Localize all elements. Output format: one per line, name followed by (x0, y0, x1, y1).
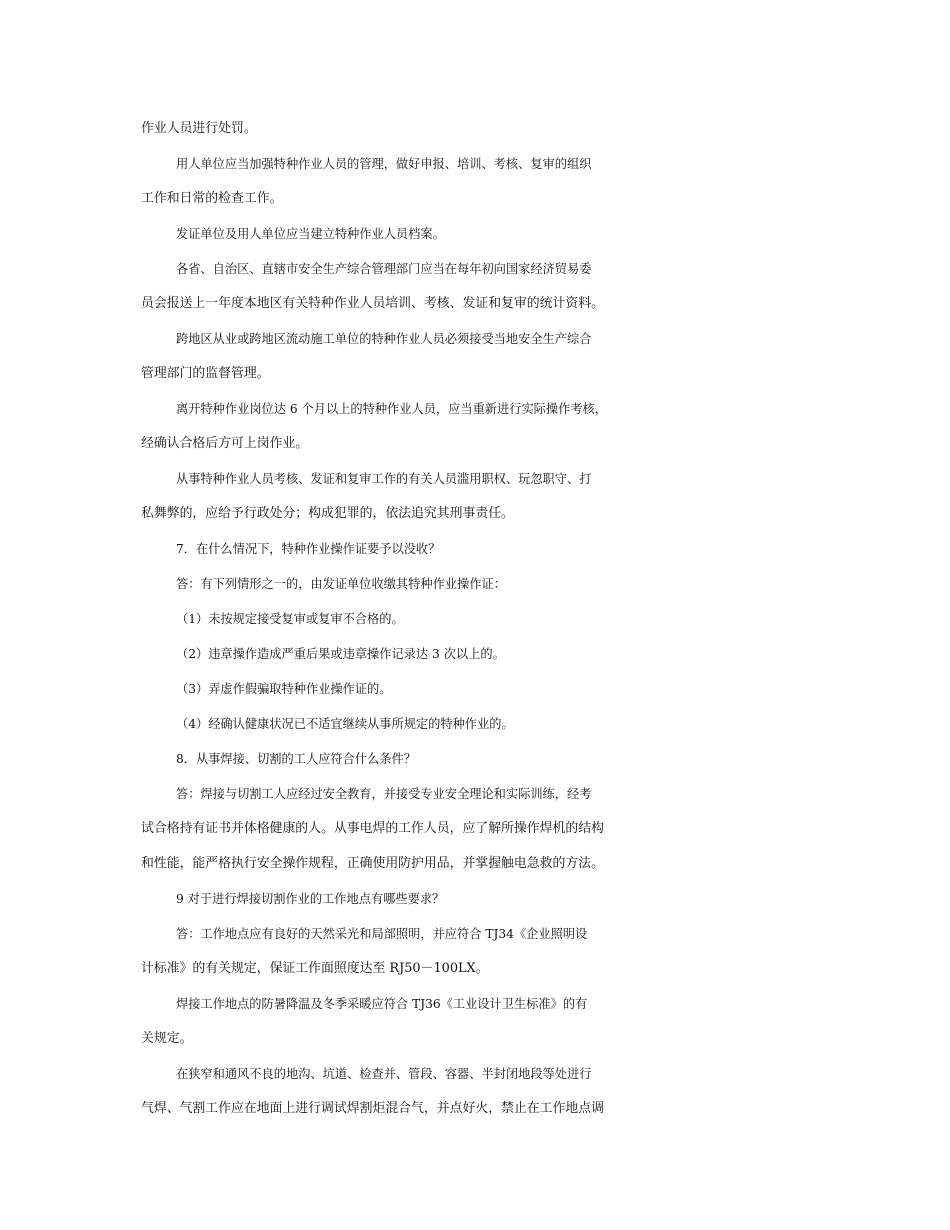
list-item: （4）经确认健康状况已不适宜继续从事所规定的特种作业的。 (176, 717, 514, 731)
text-line: 试合格持有证书并体格健康的人。从事电焊的工作人员，应了解所操作焊机的结构 (141, 821, 604, 836)
text-line: 在狭窄和通风不良的地沟、坑道、检查并、管段、容器、半封闭地段等处进行 (176, 1067, 592, 1081)
text-line: 管理部门的监督管理。 (141, 366, 270, 381)
text-line: 气焊、气割工作应在地面上进行调试焊割炬混合气，并点好火，禁止在工作地点调 (141, 1101, 604, 1116)
question-heading: 9 对于进行焊接切割作业的工作地点有哪些要求？ (176, 892, 445, 906)
text-line: 发证单位及用人单位应当建立特种作业人员档案。 (176, 227, 445, 241)
text-line: 跨地区从业或跨地区流动施工单位的特种作业人员必须接受当地安全生产综合 (176, 332, 592, 346)
list-item: （3）弄虚作假骗取特种作业操作证的。 (176, 682, 392, 696)
answer-line: 答：焊接与切割工人应经过安全教育，并接受专业安全理论和实际训练，经考 (176, 787, 592, 801)
answer-line: 答：有下列情形之一的，由发证单位收缴其特种作业操作证： (176, 577, 506, 591)
text-line: 工作和日常的检查工作。 (141, 191, 283, 206)
text-line: 各省、自治区、直辖市安全生产综合管理部门应当在每年初向国家经济贸易委 (176, 262, 592, 276)
text-line: 从事特种作业人员考核、发证和复审工作的有关人员滥用职权、玩忽职守、打 (176, 472, 592, 486)
text-line: 私舞弊的，应给予行政处分；构成犯罪的，依法追究其刑事责任。 (141, 506, 514, 521)
text-line: 作业人员进行处罚。 (141, 121, 257, 136)
text-line: 员会报送上一年度本地区有关特种作业人员培训、考核、发证和复审的统计资料。 (141, 296, 604, 311)
text-line: 关规定。 (141, 1031, 193, 1046)
question-heading: 8．从事焊接、切割的工人应符合什么条件？ (176, 752, 416, 766)
answer-line: 答：工作地点应有良好的天然采光和局部照明，并应符合 TJ34《企业照明设 (176, 927, 588, 941)
text-line: 焊接工作地点的防暑降温及冬季采暖应符合 TJ36《工业设计卫生标准》的有 (176, 997, 588, 1011)
list-item: （2）违章操作造成严重后果或违章操作记录达 3 次以上的。 (176, 647, 505, 661)
text-line: 计标准》的有关规定，保证工作面照度达至 RJ50－100LX。 (141, 961, 489, 976)
text-line: 用人单位应当加强特种作业人员的管理，做好申报、培训、考核、复审的组织 (176, 157, 592, 171)
question-heading: 7．在什么情况下，特种作业操作证要予以没收？ (176, 542, 441, 556)
text-line: 和性能，能严格执行安全操作规程，正确使用防护用品，并掌握触电急救的方法。 (141, 856, 604, 871)
list-item: （1）未按规定接受复审或复审不合格的。 (176, 612, 404, 626)
text-line: 离开特种作业岗位达 6 个月以上的特种作业人员，应当重新进行实际操作考核， (176, 402, 607, 416)
text-line: 经确认合格后方可上岗作业。 (141, 436, 309, 451)
